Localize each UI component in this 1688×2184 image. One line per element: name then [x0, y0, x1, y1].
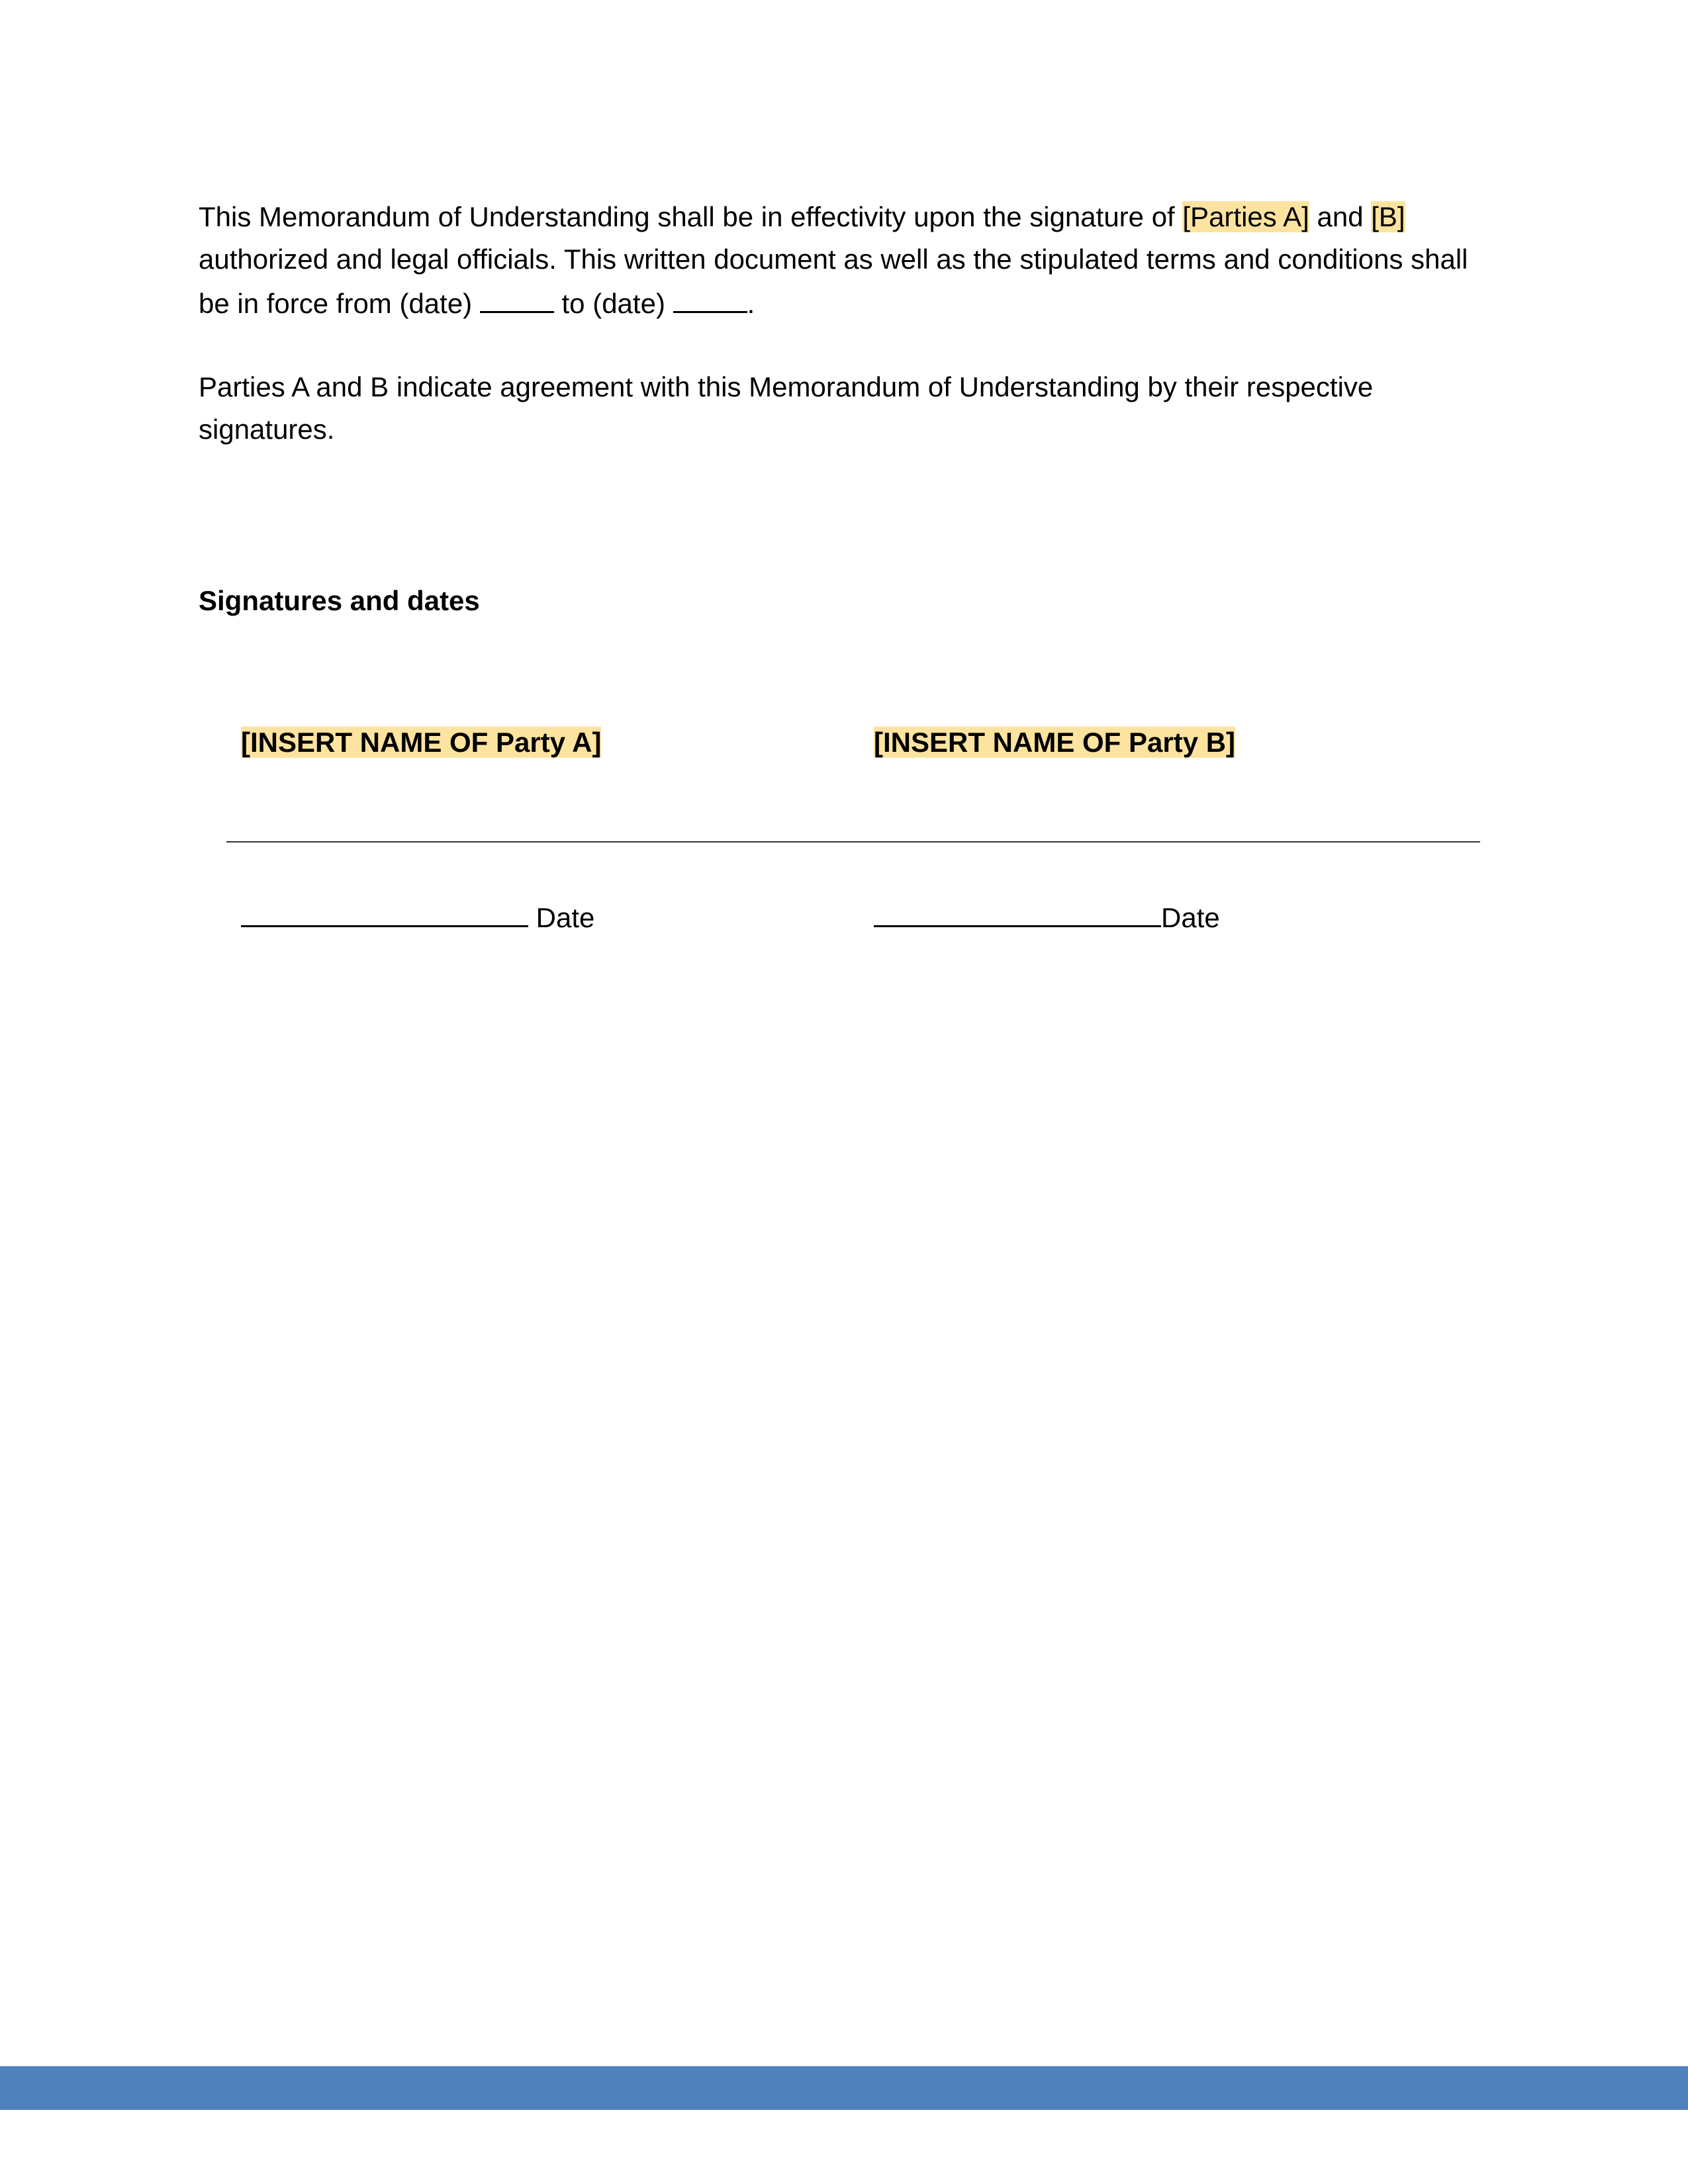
paragraph-text: authorized and legal officials. This written document as well as the stipulated terms and conditions shall be in force from (date) — [199, 244, 1468, 319]
party-b-name-placeholder: [INSERT NAME OF Party B] — [874, 727, 1236, 758]
footer-bar — [0, 2066, 1688, 2110]
effectivity-paragraph — [199, 196, 1489, 325]
signatures-heading: Signatures and dates — [199, 585, 480, 616]
parties-a-placeholder: [Parties A] — [1182, 201, 1309, 232]
paragraph-text: to (date) — [553, 288, 673, 319]
end-date-blank — [673, 281, 747, 313]
paragraph-text: and — [1309, 201, 1372, 232]
agreement-paragraph: Parties A and B indicate agreement with this Memorandum of Understanding by their respective signatures. — [199, 371, 1374, 445]
start-date-blank — [480, 281, 554, 313]
party-a-date-label: Date — [528, 902, 595, 933]
party-b-date-row — [874, 895, 1220, 939]
signature-line — [226, 841, 1480, 842]
party-a-date-blank — [241, 895, 528, 927]
party-b-date-blank — [874, 895, 1161, 927]
paragraph-text: This Memorandum of Understanding shall be in effectivity upon the signature of — [199, 201, 1183, 232]
party-a-date-row — [241, 895, 594, 939]
party-b-placeholder: [B] — [1371, 201, 1405, 232]
party-b-date-label: Date — [1161, 902, 1220, 933]
party-a-name — [241, 721, 601, 764]
party-a-name-placeholder: [INSERT NAME OF Party A] — [241, 727, 602, 758]
paragraph-text: . — [747, 288, 755, 319]
party-b-name — [874, 721, 1235, 764]
